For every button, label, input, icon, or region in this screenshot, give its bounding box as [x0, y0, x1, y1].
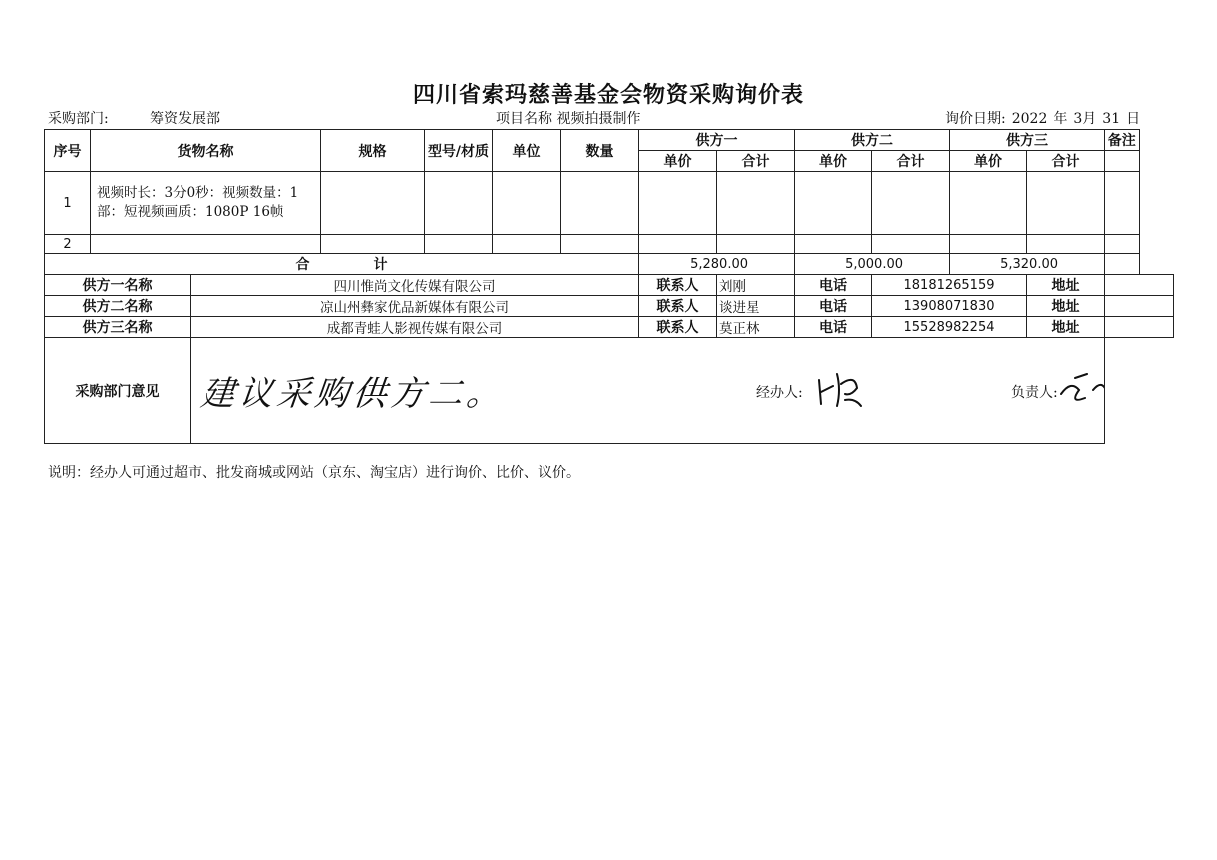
charge-label: 负责人:: [1011, 385, 1058, 401]
supplier1-contact: 刘刚: [717, 275, 795, 296]
header-goods: 货物名称: [91, 130, 321, 172]
supplier1-addr: [1105, 275, 1174, 296]
date-day-unit: 日: [1126, 111, 1141, 127]
row-seq: 1: [45, 172, 91, 235]
total-supplier1: 5,280.00: [639, 254, 795, 275]
date-month: 3月: [1073, 111, 1097, 127]
row-spec: [321, 172, 425, 235]
supplier1-phone: 18181265159: [872, 275, 1027, 296]
supplier3-addr-label: 地址: [1027, 317, 1105, 338]
row-spec: [321, 235, 425, 254]
supplier2-phone: 13908071830: [872, 296, 1027, 317]
supplier-row: [45, 317, 1174, 338]
total-label: [45, 254, 639, 275]
date-day: 31: [1102, 111, 1121, 127]
supplier3-contact-label: 联系人: [639, 317, 717, 338]
row-goods: 视频时长：3分0秒：视频数量：1部：短视频画质：1080P 16帧: [91, 172, 321, 235]
header-s3-subtotal: 合计: [1027, 151, 1105, 172]
row-model: [425, 172, 493, 235]
row-s1-unit-price: [639, 172, 717, 235]
row-s1-subtotal: [717, 235, 795, 254]
supplier2-contact-label: 联系人: [639, 296, 717, 317]
row-s1-subtotal: [717, 172, 795, 235]
row-unit: [493, 172, 561, 235]
date-label: 询价日期:: [945, 111, 1006, 127]
table-row: [45, 235, 1174, 254]
row-s3-unit-price: [950, 172, 1027, 235]
header-s1-subtotal: 合计: [717, 151, 795, 172]
supplier3-name: 成都青蛙人影视传媒有限公司: [191, 317, 639, 338]
supplier2-name: 凉山州彝家优品新媒体有限公司: [191, 296, 639, 317]
header-s2-subtotal: 合计: [872, 151, 950, 172]
row-goods: [91, 235, 321, 254]
supplier1-contact-label: 联系人: [639, 275, 717, 296]
row-s2-unit-price: [795, 235, 872, 254]
row-model: [425, 235, 493, 254]
supplier1-addr-label: 地址: [1027, 275, 1105, 296]
supplier3-contact: 莫正林: [717, 317, 795, 338]
supplier3-addr: [1105, 317, 1174, 338]
supplier1-phone-label: 电话: [795, 275, 872, 296]
supplier1-label: 供方一名称: [45, 275, 191, 296]
handler-signature: [811, 366, 871, 410]
opinion-content: [191, 338, 1105, 444]
row-qty: [561, 172, 639, 235]
row-qty: [561, 235, 639, 254]
total-supplier2: 5,000.00: [795, 254, 950, 275]
supplier-row: [45, 296, 1174, 317]
handler-label: 经办人:: [756, 385, 803, 401]
row-s2-subtotal: [872, 235, 950, 254]
charge-signature: [1057, 360, 1105, 410]
supplier2-addr: [1105, 296, 1174, 317]
row-seq: 2: [45, 235, 91, 254]
total-label-b: 计: [373, 257, 388, 273]
handwritten-opinion: 建议采购供方二。: [198, 374, 507, 414]
row-remark: [1105, 235, 1140, 254]
supplier2-phone-label: 电话: [795, 296, 872, 317]
inquiry-table: [44, 129, 1174, 444]
supplier1-name: 四川惟尚文化传媒有限公司: [191, 275, 639, 296]
header-s3-unit-price: 单价: [950, 151, 1027, 172]
row-s1-unit-price: [639, 235, 717, 254]
total-label-a: 合: [295, 257, 310, 273]
supplier3-phone-label: 电话: [795, 317, 872, 338]
row-s3-subtotal: [1027, 172, 1105, 235]
row-s2-subtotal: [872, 172, 950, 235]
row-remark: [1105, 172, 1140, 235]
dept-value: 筹资发展部: [150, 111, 220, 127]
total-row: [45, 254, 1174, 275]
supplier-row: [45, 275, 1174, 296]
header-spec: 规格: [321, 130, 425, 172]
header-s2-unit-price: 单价: [795, 151, 872, 172]
supplier2-contact: 谈进星: [717, 296, 795, 317]
date-year-unit: 年: [1053, 111, 1068, 127]
footnote: 说明：经办人可通过超市、批发商城或网站（京东、淘宝店）进行询价、比价、议价。: [48, 465, 580, 481]
total-remark: [1105, 254, 1140, 275]
inquiry-date: [945, 108, 1146, 128]
header-s1-unit-price: 单价: [639, 151, 717, 172]
row-s3-unit-price: [950, 235, 1027, 254]
header-seq: 序号: [45, 130, 91, 172]
opinion-label: 采购部门意见: [45, 338, 191, 444]
header-model: 型号/材质: [425, 130, 493, 172]
supplier2-label: 供方二名称: [45, 296, 191, 317]
header-unit: 单位: [493, 130, 561, 172]
header-remark-blank: [1105, 151, 1140, 172]
dept-label: 采购部门:: [48, 111, 109, 127]
row-s2-unit-price: [795, 172, 872, 235]
total-supplier3: 5,320.00: [950, 254, 1105, 275]
supplier2-addr-label: 地址: [1027, 296, 1105, 317]
opinion-row: [45, 338, 1174, 444]
row-s3-subtotal: [1027, 235, 1105, 254]
header-remark: 备注: [1105, 130, 1140, 151]
row-unit: [493, 235, 561, 254]
header-supplier2: 供方二: [795, 130, 950, 151]
supplier3-phone: 15528982254: [872, 317, 1027, 338]
supplier3-label: 供方三名称: [45, 317, 191, 338]
header-supplier3: 供方三: [950, 130, 1105, 151]
table-row: [45, 172, 1174, 235]
date-year: 2022: [1011, 111, 1048, 127]
form-title: 四川省索玛慈善基金会物资采购询价表: [412, 82, 804, 108]
project-name: 项目名称 视频拍摄制作: [496, 111, 641, 127]
header-supplier1: 供方一: [639, 130, 795, 151]
header-qty: 数量: [561, 130, 639, 172]
